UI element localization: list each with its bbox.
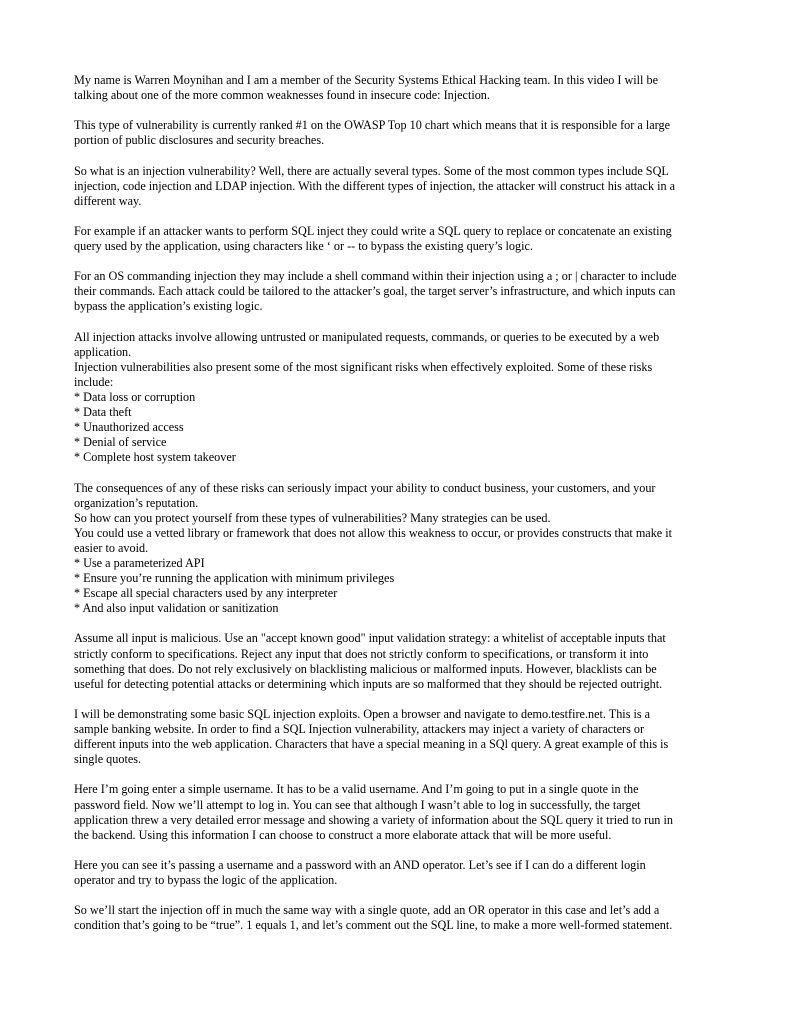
text-line: * Data loss or corruption [74,389,196,404]
text-line: their commands. Each attack could be tailored to the attacker’s goal, the target server’s infrastructure, and which inputs can [74,284,676,299]
paragraph [74,858,714,888]
paragraph [74,224,714,254]
text-line: different way. [74,193,142,208]
text-line: operator and try to bypass the logic of the application. [74,872,338,887]
text-line: * Ensure you’re running the application with minimum privileges [74,571,395,586]
text-line: application threw a very detailed error message and showing a variety of information about the SQL query it tried to run in [74,812,673,827]
text-line: Assume all input is malicious. Use an "accept known good" input validation strategy: a whitelist of acceptable inputs that [74,631,666,646]
text-line: portion of public disclosures and security breaches. [74,133,325,148]
paragraph [74,269,714,314]
text-line: * Data theft [74,405,132,420]
text-line: password field. Now we’ll attempt to log in. You can see that although I wasn’t able to log in successfully, the target [74,797,641,812]
paragraph [74,707,714,767]
text-line: This type of vulnerability is currently ranked #1 on the OWASP Top 10 chart which means that it is responsible for a large [74,118,670,133]
text-line: organization’s reputation. [74,495,199,510]
text-line: application. [74,344,132,359]
text-line: talking about one of the more common weaknesses found in insecure code: Injection. [74,88,490,103]
text-line: For an OS commanding injection they may include a shell command within their injection using a ; or | character to include [74,269,677,284]
text-line: bypass the application’s existing logic. [74,299,263,314]
paragraph [74,118,714,148]
text-line: * Denial of service [74,435,167,450]
text-line: the backend. Using this information I can choose to construct a more elaborate attack that will be more useful. [74,827,612,842]
text-line: Here you can see it’s passing a username and a password with an AND operator. Let’s see if I can do a different login [74,857,646,872]
text-line: So we’ll start the injection off in much the same way with a single quote, add an OR operator in this case and let’s add a [74,903,660,918]
text-line: * Unauthorized access [74,420,184,435]
text-line: * Complete host system takeover [74,450,236,465]
text-line: different inputs into the web application. Characters that have a special meaning in a SQl query. A great example of this is [74,737,669,752]
text-line: injection, code injection and LDAP injection. With the different types of injection, the attacker will construct his attack in a [74,178,676,193]
text-line: something that does. Do not rely exclusively on blacklisting malicious or malformed inputs. However, blacklists can be [74,661,657,676]
text-line: condition that’s going to be “true”. 1 equals 1, and let’s comment out the SQL line, to make a more well-formed statement. [74,918,673,933]
paragraph [74,903,714,933]
document-body [74,73,714,948]
paragraph [74,73,714,103]
text-line: strictly conform to specifications. Reject any input that does not strictly conform to specifications, or transform it into [74,646,649,661]
paragraph [74,782,714,842]
text-line: * And also input validation or sanitization [74,601,279,616]
text-line: So how can you protect yourself from these types of vulnerabilities? Many strategies can be used. [74,510,551,525]
text-line: single quotes. [74,752,142,767]
text-line: query used by the application, using characters like ‘ or -- to bypass the existing query’s logic. [74,239,533,254]
text-line: I will be demonstrating some basic SQL injection exploits. Open a browser and navigate to demo.testfire.net. This is a [74,706,651,721]
text-line: * Escape all special characters used by any interpreter [74,586,338,601]
text-line: sample banking website. In order to find a SQL Injection vulnerability, attackers may inject a variety of characters or [74,722,645,737]
text-line: * Use a parameterized API [74,556,205,570]
text-line: All injection attacks involve allowing untrusted or manipulated requests, commands, or queries to be executed by a web [74,329,660,344]
text-line: For example if an attacker wants to perform SQL inject they could write a SQL query to replace or concatenate an existing [74,223,672,238]
paragraph [74,164,714,209]
text-line: include: [74,374,114,389]
text-line: My name is Warren Moynihan and I am a member of the Security Systems Ethical Hacking team. In this video I will be [74,73,658,87]
text-line: You could use a vetted library or framework that does not allow this weakness to occur, or provides constructs that make it [74,525,673,540]
paragraph [74,481,714,617]
paragraph [74,330,714,466]
text-line: So what is an injection vulnerability? Well, there are actually several types. Some of the most common types include SQL [74,163,669,178]
text-line: useful for detecting potential attacks or determining which inputs are so malformed that they should be rejected outright. [74,676,663,691]
text-line: easier to avoid. [74,540,149,555]
paragraph [74,631,714,691]
text-line: Here I’m going enter a simple username. It has to be a valid username. And I’m going to put in a single quote in the [74,782,639,797]
text-line: The consequences of any of these risks can seriously impact your ability to conduct business, your customers, and your [74,480,656,495]
text-line: Injection vulnerabilities also present some of the most significant risks when effectively exploited. Some of these risks [74,359,653,374]
